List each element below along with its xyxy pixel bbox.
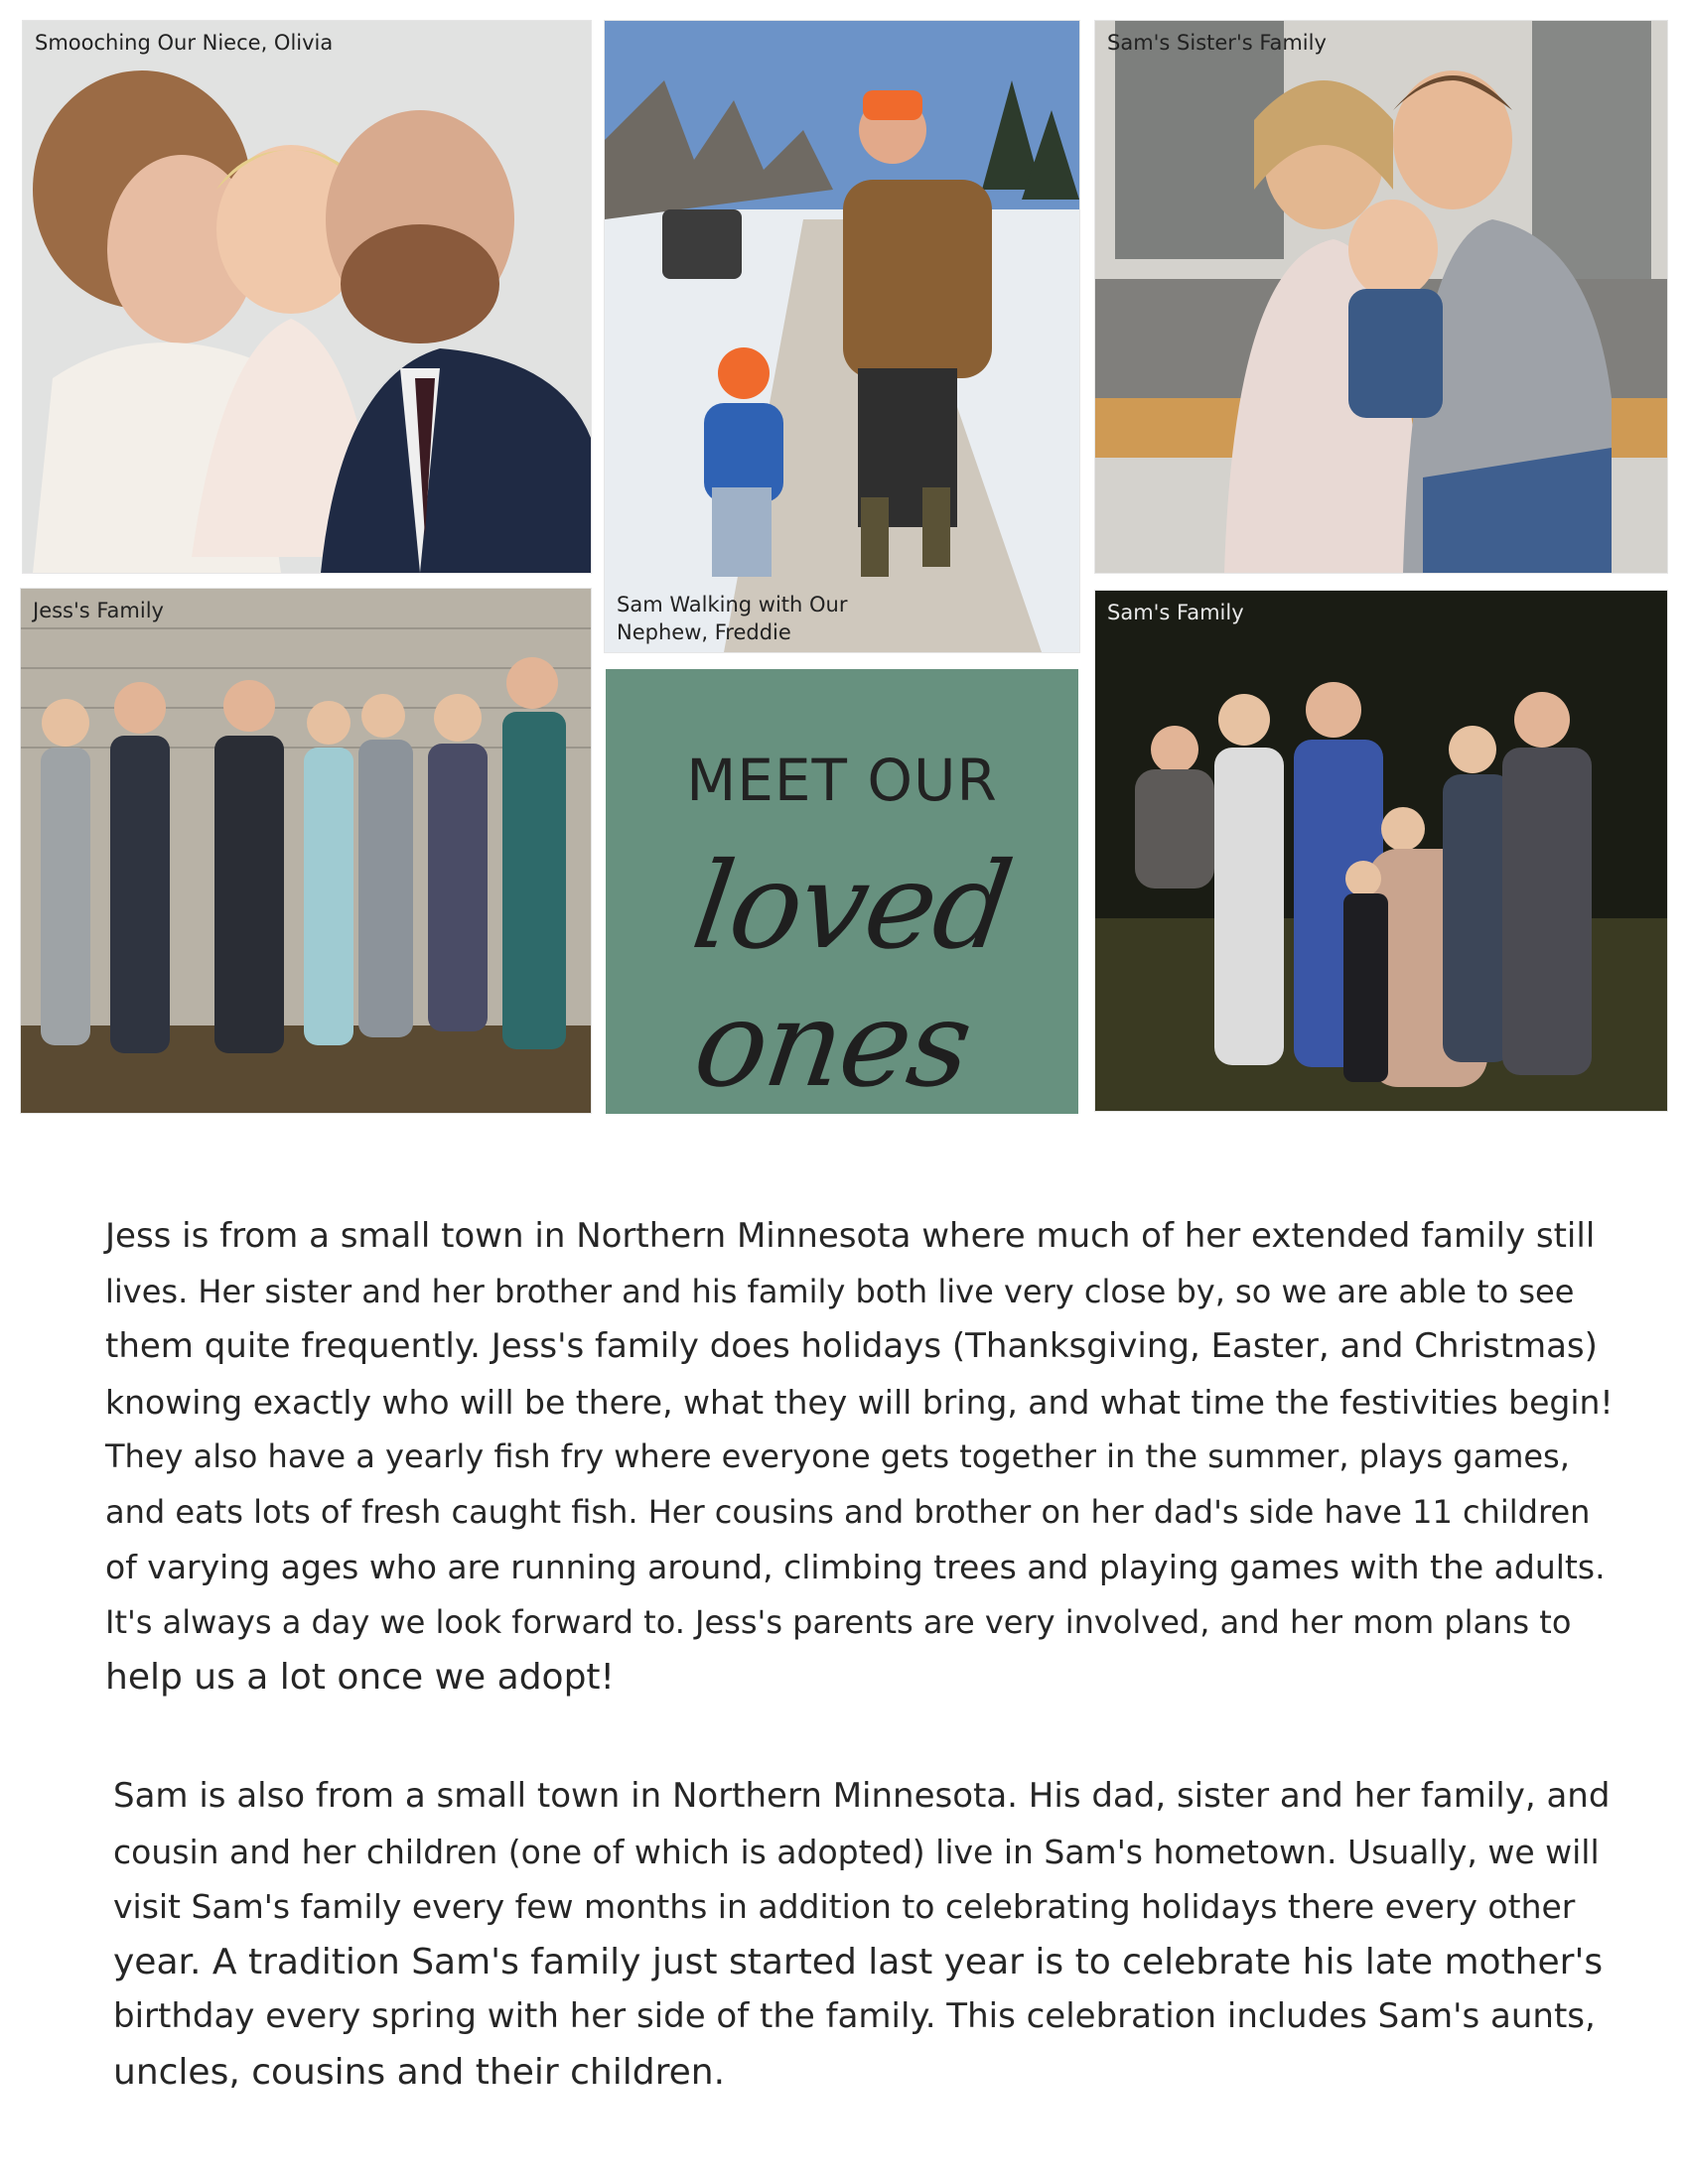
photo-jess-family-caption: Jess's Family	[33, 599, 164, 622]
paragraph-line: Jess is from a small town in Northern Minnesota where much of her extended family still	[105, 1216, 1596, 1256]
photo-niece-caption: Smooching Our Niece, Olivia	[35, 31, 334, 55]
paragraph-line: year. A tradition Sam's family just started last year is to celebrate his late mother's	[113, 1941, 1604, 1982]
paragraph-line: uncles, cousins and their children.	[113, 2051, 726, 2093]
paragraph-line: They also have a yearly fish fry where everyone gets together in the summer, plays games,	[105, 1437, 1570, 1475]
title-meet-our: MEET OUR	[686, 747, 998, 814]
photo-nephew-caption: Sam Walking with Our Nephew, Freddie	[617, 593, 848, 644]
paragraph-line: knowing exactly who will be there, what they will bring, and what time the festivities begin!	[105, 1382, 1614, 1422]
paragraph-line: them quite frequently. Jess's family does holidays (Thanksgiving, Easter, and Christmas)	[105, 1326, 1598, 1366]
photo-sister-family-caption: Sam's Sister's Family	[1107, 31, 1327, 55]
paragraph-line: lives. Her sister and her brother and his family both live very close by, so we are able to see	[105, 1272, 1575, 1310]
photo-sam-family	[1094, 590, 1668, 1112]
photo-niece-olivia	[22, 20, 592, 574]
photo-nephew-freddie	[604, 20, 1080, 653]
paragraph-line: help us a lot once we adopt!	[105, 1657, 615, 1698]
photo-sister-family	[1094, 20, 1668, 574]
photo-jess-family-image	[21, 589, 591, 1113]
paragraph-line: cousin and her children (one of which is adopted) live in Sam's hometown. Usually, we will	[113, 1832, 1600, 1871]
jess-family-paragraph	[105, 1209, 1615, 1706]
paragraph-line: and eats lots of fresh caught fish. Her cousins and brother on her dad's side have 11 children	[105, 1492, 1591, 1531]
paragraph-line: of varying ages who are running around, climbing trees and playing games with the adults.	[105, 1548, 1606, 1586]
meet-our-loved-ones-card	[606, 669, 1078, 1114]
title-loved-ones: loved ones	[684, 838, 1019, 1114]
photo-sister-family-image	[1095, 21, 1667, 573]
photo-sam-family-caption: Sam's Family	[1107, 601, 1244, 624]
sam-family-paragraph	[113, 1769, 1613, 2100]
paragraph-line: It's always a day we look forward to. Jess's parents are very involved, and her mom plans to	[105, 1602, 1572, 1641]
paragraph-line: Sam is also from a small town in Northern Minnesota. His dad, sister and her family, and	[113, 1776, 1611, 1816]
photo-jess-family	[20, 588, 592, 1114]
paragraph-line: visit Sam's family every few months in addition to celebrating holidays there every other	[113, 1887, 1576, 1926]
photo-niece-image	[23, 21, 591, 573]
paragraph-line: birthday every spring with her side of the family. This celebration includes Sam's aunts,	[113, 1996, 1596, 2036]
photo-nephew-image	[605, 21, 1079, 652]
photo-sam-family-image	[1095, 591, 1667, 1111]
